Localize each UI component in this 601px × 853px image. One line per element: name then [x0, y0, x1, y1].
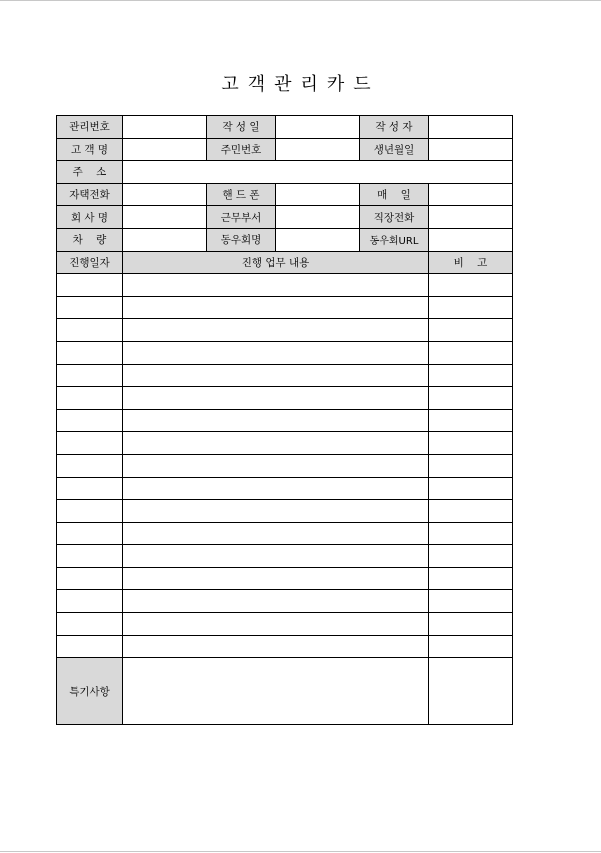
log-note-cell[interactable]: [429, 319, 513, 342]
column-header-note: 비 고: [429, 251, 513, 274]
label-email: 매 일: [360, 183, 429, 206]
log-date-cell[interactable]: [57, 341, 123, 364]
email-field[interactable]: [429, 183, 513, 206]
log-content-cell[interactable]: [123, 477, 429, 500]
log-content-cell[interactable]: [123, 409, 429, 432]
label-manage-number: 관리번호: [57, 116, 123, 139]
home-phone-field[interactable]: [123, 183, 207, 206]
label-address: 주 소: [57, 161, 123, 184]
label-resident-number: 주민번호: [207, 138, 276, 161]
created-date-field[interactable]: [276, 116, 360, 139]
log-note-cell[interactable]: [429, 364, 513, 387]
log-date-cell[interactable]: [57, 522, 123, 545]
log-content-cell[interactable]: [123, 319, 429, 342]
info-row: [57, 116, 513, 139]
log-date-cell[interactable]: [57, 454, 123, 477]
label-company-name: 회 사 명: [57, 206, 123, 229]
log-row: [57, 274, 513, 297]
log-note-cell[interactable]: [429, 341, 513, 364]
department-field[interactable]: [276, 206, 360, 229]
label-mobile-phone: 핸 드 폰: [207, 183, 276, 206]
log-date-cell[interactable]: [57, 545, 123, 568]
log-row: [57, 454, 513, 477]
club-url-field[interactable]: [429, 228, 513, 251]
label-birth-date: 생년월일: [360, 138, 429, 161]
log-row: [57, 545, 513, 568]
mobile-phone-field[interactable]: [276, 183, 360, 206]
log-row: [57, 364, 513, 387]
log-note-cell[interactable]: [429, 522, 513, 545]
log-note-cell[interactable]: [429, 477, 513, 500]
label-vehicle: 차 량: [57, 228, 123, 251]
log-content-cell[interactable]: [123, 387, 429, 410]
log-date-cell[interactable]: [57, 387, 123, 410]
vehicle-field[interactable]: [123, 228, 207, 251]
author-field[interactable]: [429, 116, 513, 139]
log-row: [57, 567, 513, 590]
label-club-url: 동우회URL: [360, 228, 429, 251]
log-content-cell[interactable]: [123, 590, 429, 613]
log-note-cell[interactable]: [429, 590, 513, 613]
log-header-row: [57, 251, 513, 274]
log-row: [57, 387, 513, 410]
log-row: [57, 477, 513, 500]
log-date-cell[interactable]: [57, 364, 123, 387]
log-date-cell[interactable]: [57, 409, 123, 432]
label-club-name: 동우회명: [207, 228, 276, 251]
work-phone-field[interactable]: [429, 206, 513, 229]
log-date-cell[interactable]: [57, 635, 123, 658]
info-row: [57, 206, 513, 229]
log-note-cell[interactable]: [429, 409, 513, 432]
log-note-cell[interactable]: [429, 454, 513, 477]
log-row: [57, 613, 513, 636]
log-note-cell[interactable]: [429, 567, 513, 590]
log-content-cell[interactable]: [123, 432, 429, 455]
manage-number-field[interactable]: [123, 116, 207, 139]
log-row: [57, 432, 513, 455]
club-name-field[interactable]: [276, 228, 360, 251]
log-content-cell[interactable]: [123, 500, 429, 523]
address-field[interactable]: [123, 161, 513, 184]
log-row: [57, 319, 513, 342]
label-work-phone: 직장전화: [360, 206, 429, 229]
info-row: [57, 138, 513, 161]
label-created-date: 작 성 일: [207, 116, 276, 139]
log-row: [57, 500, 513, 523]
remarks-note-field[interactable]: [429, 658, 513, 725]
label-home-phone: 자택전화: [57, 183, 123, 206]
log-date-cell[interactable]: [57, 296, 123, 319]
log-note-cell[interactable]: [429, 387, 513, 410]
label-customer-name: 고 객 명: [57, 138, 123, 161]
column-header-content: 진행 업무 내용: [123, 251, 429, 274]
company-name-field[interactable]: [123, 206, 207, 229]
log-note-cell[interactable]: [429, 432, 513, 455]
log-note-cell[interactable]: [429, 635, 513, 658]
label-remarks: 특기사항: [57, 658, 123, 725]
log-content-cell[interactable]: [123, 454, 429, 477]
page-title: 고객관리카드: [221, 74, 380, 95]
customer-card-table: [56, 115, 513, 725]
log-date-cell[interactable]: [57, 567, 123, 590]
info-row: [57, 228, 513, 251]
log-row: [57, 522, 513, 545]
log-content-cell[interactable]: [123, 274, 429, 297]
log-content-cell[interactable]: [123, 545, 429, 568]
page-bottom-border: [0, 851, 601, 852]
info-row: [57, 161, 513, 184]
log-note-cell[interactable]: [429, 613, 513, 636]
log-note-cell[interactable]: [429, 500, 513, 523]
resident-number-field[interactable]: [276, 138, 360, 161]
log-date-cell[interactable]: [57, 613, 123, 636]
log-date-cell[interactable]: [57, 477, 123, 500]
log-date-cell[interactable]: [57, 319, 123, 342]
label-department: 근무부서: [207, 206, 276, 229]
log-content-cell[interactable]: [123, 567, 429, 590]
birth-date-field[interactable]: [429, 138, 513, 161]
log-row: [57, 635, 513, 658]
log-content-cell[interactable]: [123, 635, 429, 658]
log-note-cell[interactable]: [429, 296, 513, 319]
log-date-cell[interactable]: [57, 500, 123, 523]
log-content-cell[interactable]: [123, 341, 429, 364]
log-row: [57, 341, 513, 364]
log-date-cell[interactable]: [57, 274, 123, 297]
log-note-cell[interactable]: [429, 274, 513, 297]
log-content-cell[interactable]: [123, 613, 429, 636]
log-date-cell[interactable]: [57, 432, 123, 455]
column-header-date: 진행일자: [57, 251, 123, 274]
log-row: [57, 409, 513, 432]
page-top-border: [0, 0, 601, 1]
remarks-row: [57, 658, 513, 725]
log-note-cell[interactable]: [429, 545, 513, 568]
log-row: [57, 590, 513, 613]
label-author: 작 성 자: [360, 116, 429, 139]
log-content-cell[interactable]: [123, 296, 429, 319]
log-date-cell[interactable]: [57, 590, 123, 613]
log-content-cell[interactable]: [123, 364, 429, 387]
customer-name-field[interactable]: [123, 138, 207, 161]
remarks-content-field[interactable]: [123, 658, 429, 725]
log-row: [57, 296, 513, 319]
info-row: [57, 183, 513, 206]
log-content-cell[interactable]: [123, 522, 429, 545]
